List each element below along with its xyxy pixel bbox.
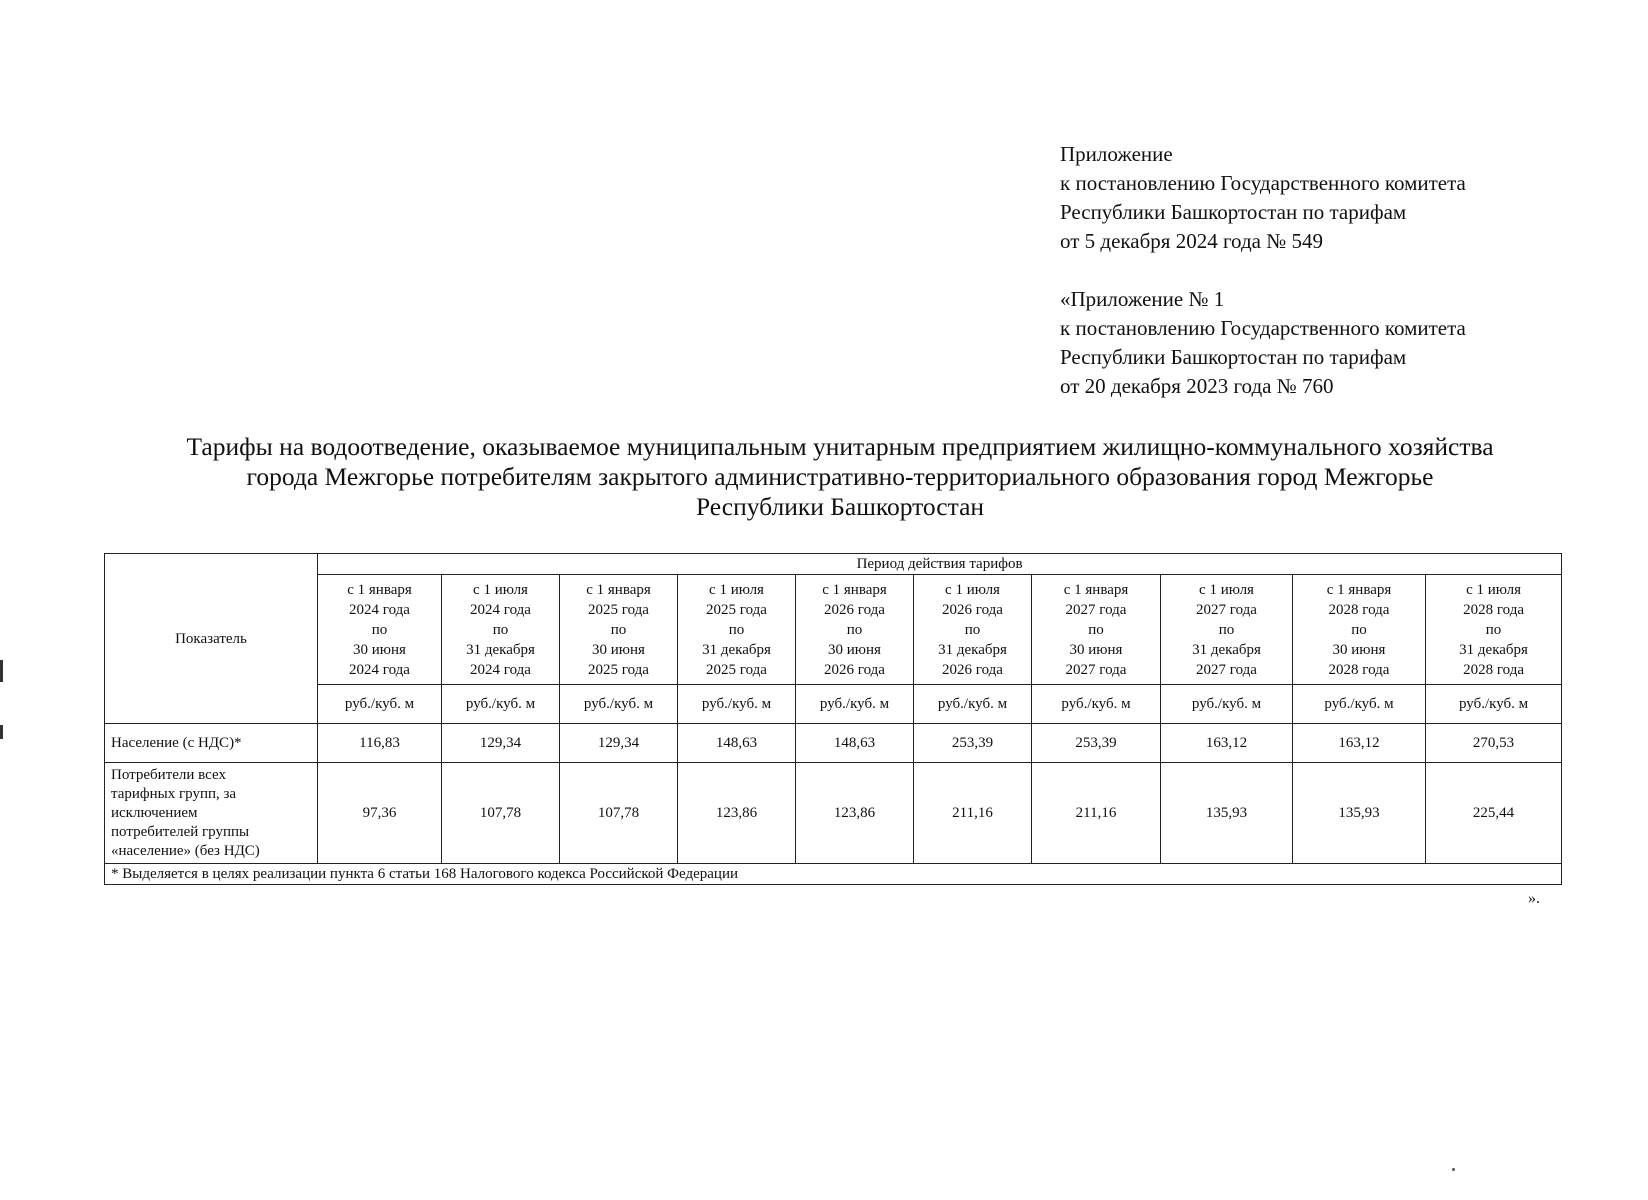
period-cell — [1426, 575, 1562, 685]
period-line: 31 декабря — [702, 641, 771, 658]
period-line: с 1 января — [822, 581, 887, 598]
tariff-value-cell: 135,93 — [1161, 763, 1293, 864]
period-line: 2024 года — [349, 601, 410, 618]
period-line: с 1 января — [1326, 581, 1392, 598]
period-line: с 1 января — [586, 581, 651, 598]
tariff-value-cell: 225,44 — [1426, 763, 1562, 864]
title-line: города Межгорье потребителям закрытого административно-территориального образования город Межгорье — [246, 462, 1434, 491]
period-line: 30 июня — [1069, 641, 1123, 658]
period-line: 2027 года — [1065, 601, 1127, 618]
title-line: Тарифы на водоотведение, оказываемое муниципальным унитарным предприятием жилищно-коммунального хозяйства — [186, 432, 1494, 461]
period-line: 30 июня — [1332, 641, 1386, 658]
period-line: с 1 июля — [1199, 581, 1254, 598]
period-line: 30 июня — [592, 641, 645, 658]
period-cell — [914, 575, 1032, 685]
tariff-value-cell: 211,16 — [914, 763, 1032, 864]
tariff-value-cell: 107,78 — [442, 763, 560, 864]
period-line: 2024 года — [470, 661, 531, 678]
tariff-value-cell: 148,63 — [796, 724, 914, 763]
row-label-line: «население» (без НДС) — [111, 842, 260, 859]
period-line: с 1 января — [1063, 581, 1129, 598]
original-appendix-header-line: Республики Башкортостан по тарифам — [1060, 345, 1407, 369]
tariff-value-cell: 129,34 — [442, 724, 560, 763]
period-line: по — [1485, 621, 1502, 638]
appendix-header-line: к постановлению Государственного комитета — [1060, 171, 1466, 195]
period-line: 31 декабря — [1459, 641, 1528, 658]
unit-cell: руб./куб. м — [1032, 685, 1161, 724]
appendix-header — [1060, 140, 1620, 401]
period-line: 2026 года — [942, 661, 1003, 678]
period-line: 2026 года — [824, 601, 885, 618]
header-row-period-title — [105, 554, 1562, 575]
period-line: 2027 года — [1196, 601, 1257, 618]
tariff-value-cell: 129,34 — [560, 724, 678, 763]
period-line: 31 декабря — [938, 641, 1007, 658]
period-line: по — [846, 621, 863, 638]
period-line: 2027 года — [1065, 661, 1127, 678]
row-label-line: исключением — [111, 804, 198, 821]
period-cell — [1161, 575, 1293, 685]
period-header: Период действия тарифов — [318, 554, 1562, 575]
period-line: 2028 года — [1328, 661, 1390, 678]
scan-artifact-mark — [0, 725, 3, 739]
row-label-line: Потребители всех — [111, 766, 226, 783]
unit-cell: руб./куб. м — [442, 685, 560, 724]
row-label-other-consumers — [105, 763, 318, 864]
row-label-population: Население (с НДС)* — [105, 724, 318, 763]
tariff-value-cell: 123,86 — [678, 763, 796, 864]
table-row-population — [105, 724, 1562, 763]
period-cell — [678, 575, 796, 685]
header-row-periods — [105, 575, 1562, 685]
tariff-value-cell: 97,36 — [318, 763, 442, 864]
period-line: по — [1218, 621, 1235, 638]
title-line: Республики Башкортостан — [695, 492, 985, 521]
period-cell — [442, 575, 560, 685]
period-cell — [796, 575, 914, 685]
tariff-value-cell: 148,63 — [678, 724, 796, 763]
period-line: 30 июня — [353, 641, 406, 658]
indicator-header: Показатель — [105, 554, 318, 724]
closing-quote-mark: ». — [1528, 890, 1540, 907]
unit-cell: руб./куб. м — [1161, 685, 1293, 724]
header-row-units — [105, 685, 1562, 724]
tariff-value-cell: 163,12 — [1293, 724, 1426, 763]
period-cell — [1032, 575, 1161, 685]
period-line: по — [1351, 621, 1367, 638]
period-line: с 1 июля — [709, 581, 764, 598]
row-label-line: тарифных групп, за — [111, 785, 237, 802]
period-cell — [318, 575, 442, 685]
appendix-header-line: от 5 декабря 2024 года № 549 — [1060, 229, 1323, 253]
period-line: по — [728, 621, 745, 638]
header-spacer — [1060, 256, 1620, 285]
period-line: 2027 года — [1196, 661, 1257, 678]
unit-cell: руб./куб. м — [678, 685, 796, 724]
period-line: 2028 года — [1463, 661, 1524, 678]
document-title — [100, 432, 1580, 522]
period-line: по — [964, 621, 981, 638]
period-line: 2026 года — [824, 661, 885, 678]
row-label-line: потребителей группы — [111, 823, 250, 840]
tariff-value-cell: 116,83 — [318, 724, 442, 763]
period-line: по — [1088, 621, 1104, 638]
period-line: 30 июня — [828, 641, 881, 658]
period-line: 2025 года — [588, 601, 649, 618]
scan-artifact-mark — [0, 660, 3, 682]
period-line: 31 декабря — [1192, 641, 1261, 658]
tariff-value-cell: 253,39 — [914, 724, 1032, 763]
period-line: 2024 года — [349, 661, 410, 678]
original-appendix-header-line: к постановлению Государственного комитета — [1060, 316, 1466, 340]
unit-cell: руб./куб. м — [796, 685, 914, 724]
period-line: 31 декабря — [466, 641, 535, 658]
tariff-value-cell: 211,16 — [1032, 763, 1161, 864]
period-line: по — [610, 621, 627, 638]
appendix-header-line: Республики Башкортостан по тарифам — [1060, 200, 1407, 224]
period-cell — [1293, 575, 1426, 685]
unit-cell: руб./куб. м — [1426, 685, 1562, 724]
period-line: с 1 июля — [945, 581, 1000, 598]
period-line: по — [492, 621, 509, 638]
original-appendix-header-line: «Приложение № 1 — [1060, 287, 1225, 311]
period-line: с 1 января — [347, 581, 412, 598]
tariff-table — [104, 553, 1562, 885]
unit-cell: руб./куб. м — [318, 685, 442, 724]
period-line: 2025 года — [706, 601, 767, 618]
table-body — [105, 554, 1562, 885]
period-line: 2025 года — [588, 661, 649, 678]
period-line: 2026 года — [942, 601, 1003, 618]
table-row-other-consumers — [105, 763, 1562, 864]
footnote: * Выделяется в целях реализации пункта 6 статьи 168 Налогового кодекса Российской Федерации — [105, 864, 1562, 885]
period-line: по — [371, 621, 388, 638]
scan-artifact-dot — [1452, 1168, 1455, 1171]
tariff-value-cell: 107,78 — [560, 763, 678, 864]
appendix-header-line: Приложение — [1060, 142, 1173, 166]
period-line: 2028 года — [1463, 601, 1524, 618]
original-appendix-header-line: от 20 декабря 2023 года № 760 — [1060, 374, 1334, 398]
tariff-value-cell: 135,93 — [1293, 763, 1426, 864]
period-line: 2024 года — [470, 601, 531, 618]
period-cell — [560, 575, 678, 685]
unit-cell: руб./куб. м — [1293, 685, 1426, 724]
period-line: с 1 июля — [1466, 581, 1521, 598]
tariff-value-cell: 163,12 — [1161, 724, 1293, 763]
tariff-value-cell: 270,53 — [1426, 724, 1562, 763]
unit-cell: руб./куб. м — [914, 685, 1032, 724]
tariff-value-cell: 253,39 — [1032, 724, 1161, 763]
unit-cell: руб./куб. м — [560, 685, 678, 724]
period-line: 2028 года — [1328, 601, 1390, 618]
tariff-value-cell: 123,86 — [796, 763, 914, 864]
period-line: с 1 июля — [473, 581, 528, 598]
period-line: 2025 года — [706, 661, 767, 678]
footnote-row — [105, 864, 1562, 885]
